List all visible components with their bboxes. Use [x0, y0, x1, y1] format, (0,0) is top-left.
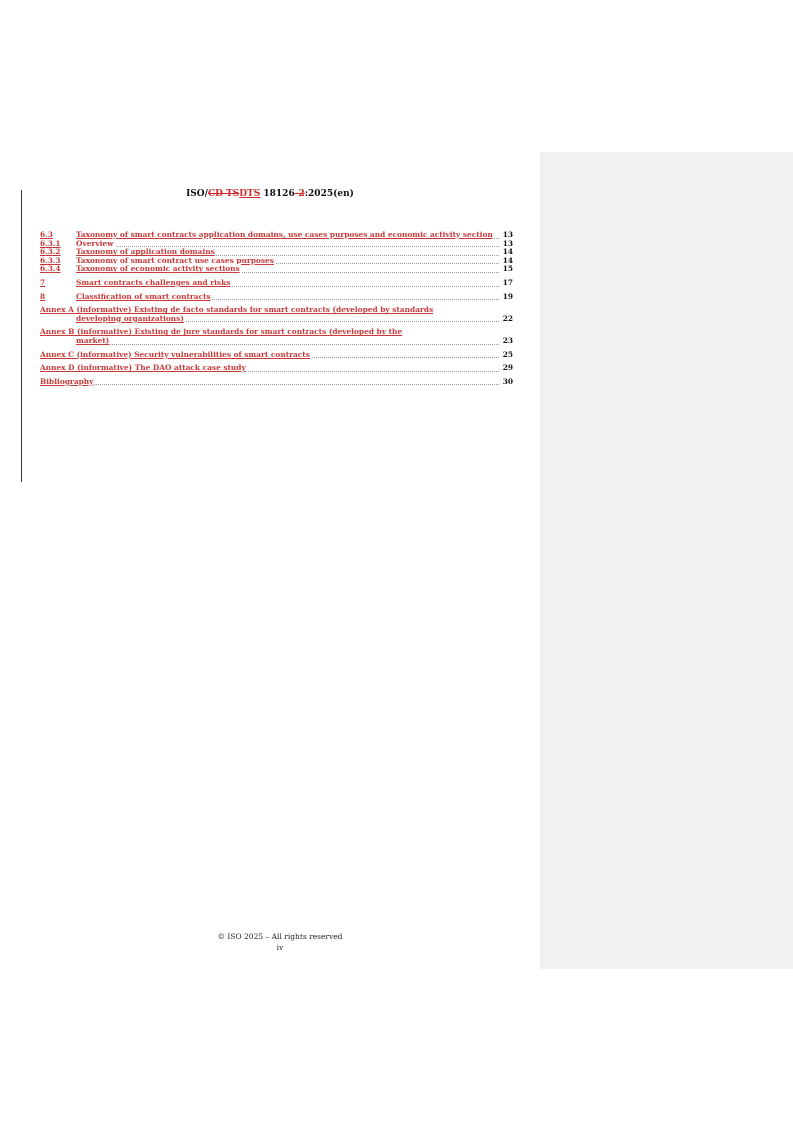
copyright-notice: © ISO 2025 – All rights reserved: [217, 932, 343, 941]
toc-entry-page: 23: [502, 335, 513, 345]
toc-entry-label: Taxonomy of smart contract use cases purposes: [76, 257, 499, 266]
toc-entry-label: Taxonomy of economic activity sections: [76, 265, 499, 274]
bibliography-label: Bibliography: [40, 378, 499, 387]
table-of-contents: [40, 231, 513, 386]
toc-entry-number: 7: [40, 277, 46, 287]
toc-entry-number: 6.3.1: [40, 238, 61, 248]
toc-entry-page: 25: [502, 349, 513, 359]
toc-entry-page: 15: [502, 264, 513, 274]
document-header: [0, 189, 540, 199]
toc-entry-page: 17: [502, 277, 513, 287]
header-prefix: ISO/: [186, 189, 208, 199]
toc-entry-number: 6.3.2: [40, 247, 61, 257]
toc-entry-page: 13: [502, 238, 513, 248]
annex-title: Annex A (informative) Existing de facto standards for smart contracts (developed by standards: [40, 305, 434, 315]
toc-annex-entry[interactable]: [40, 351, 513, 360]
page-number: iv: [276, 943, 284, 952]
toc-annex-entry[interactable]: [40, 306, 513, 323]
header-deleted-text: CD TS: [207, 189, 240, 199]
annex-title: Annex D (informative) The DAO attack case study: [40, 364, 499, 373]
page-footer: [0, 931, 560, 953]
annex-title-continued: developing organizations): [76, 315, 499, 324]
toc-entry-number: 6.3.3: [40, 255, 61, 265]
header-inserted-text: DTS: [239, 189, 261, 199]
toc-entry-page: 22: [502, 313, 513, 323]
toc-entry-label: Classification of smart contracts: [76, 293, 499, 302]
toc-entry[interactable]: [40, 279, 513, 288]
header-suffix: :2025(en): [304, 189, 354, 199]
toc-entry-page: 30: [502, 376, 513, 386]
comment-pane: [540, 152, 793, 969]
annex-title: Annex B (informative) Existing de jure standards for smart contracts (developed by the: [40, 327, 403, 337]
toc-entry-label: Taxonomy of application domains: [76, 248, 499, 257]
toc-annex-entry[interactable]: [40, 364, 513, 373]
toc-entry-page: 13: [502, 230, 513, 239]
header-deleted-part: -2: [294, 189, 305, 199]
toc-annex-entry[interactable]: [40, 328, 513, 345]
toc-entry-label: Smart contracts challenges and risks: [76, 279, 499, 288]
annex-title-continued: market): [76, 337, 499, 346]
toc-bibliography-entry[interactable]: [40, 378, 513, 387]
toc-entry-page: 29: [502, 363, 513, 373]
toc-entry-page: 14: [502, 247, 513, 257]
toc-entry[interactable]: [40, 293, 513, 302]
toc-entry-page: 19: [502, 291, 513, 301]
toc-entry-number: 6.3.4: [40, 264, 61, 274]
toc-entry-page: 14: [502, 255, 513, 265]
toc-entry-number: 8: [40, 291, 46, 301]
toc-entry-label: Taxonomy of smart contracts application domains, use cases purposes and economic activity section: [76, 231, 499, 240]
toc-entry[interactable]: [40, 265, 513, 274]
change-bar: [21, 190, 22, 482]
annex-title: Annex C (informative) Security vulnerabilities of smart contracts: [40, 351, 499, 360]
toc-entry-number: 6.3: [40, 230, 53, 239]
header-number: 18126: [260, 189, 295, 199]
toc-entry-label: Overview: [76, 240, 499, 249]
